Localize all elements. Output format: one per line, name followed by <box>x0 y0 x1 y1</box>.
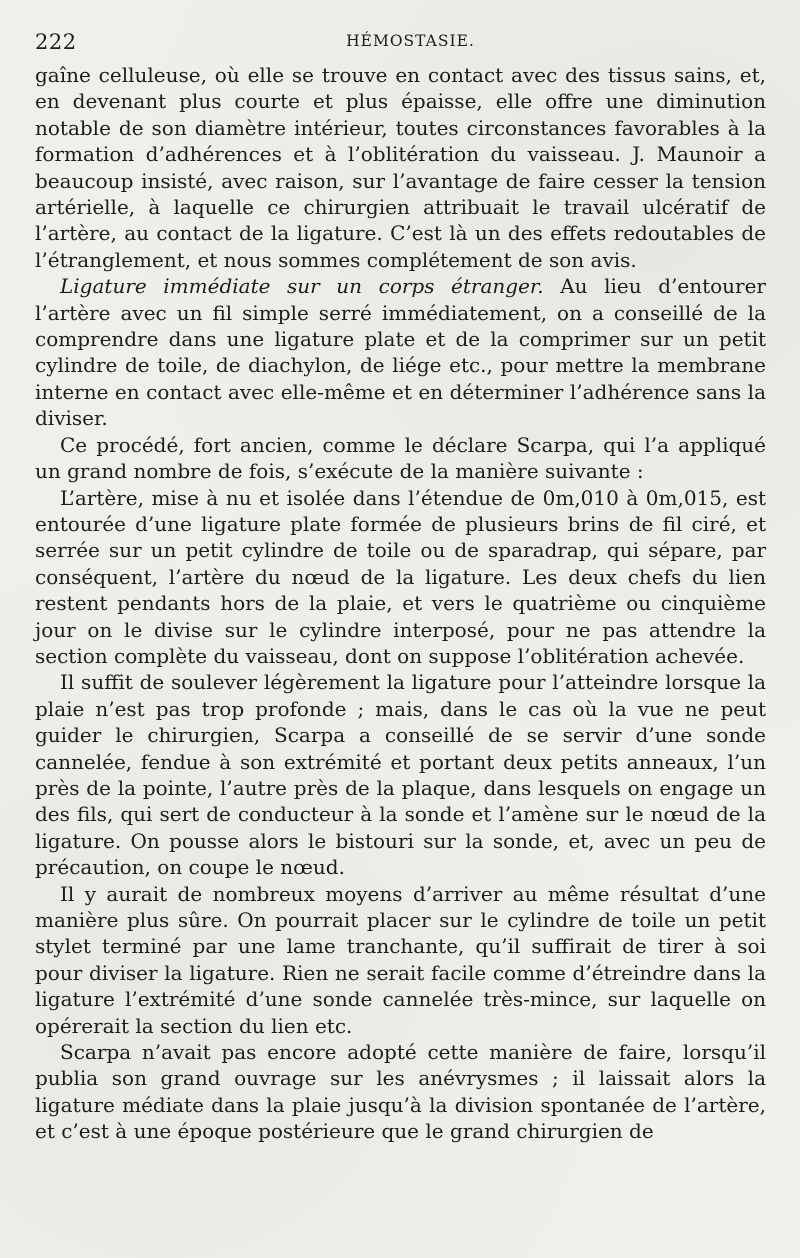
paragraph-text: Scarpa n’avait pas encore adopté cette manière de faire, lorsqu’il publia son grand ouvrage sur les anévrysmes ; il laissait alors la ligature médiate dans la plaie jusqu’à la division spontanée de l’artère, et c’est à une époque postérieure que le grand chirurgien de <box>35 1040 766 1144</box>
paragraph-artery <box>35 485 766 670</box>
paragraph-text: Il suffit de soulever légèrement la ligature pour l’atteindre lorsque la plaie n’est pas trop profonde ; mais, dans le cas où la vue ne peut guider le chirurgien, Scarpa a conseillé de se servir d’une sonde cannelée, fendue à son extrémité et portant deux petits anneaux, l’un près de la pointe, l’autre près de la plaque, dans lesquels on engage un des fils, qui sert de conducteur à la sonde et l’amène sur le nœud de la ligature. On pousse alors le bistouri sur la sonde, et, avec un peu de précaution, on coupe le nœud. <box>35 670 766 880</box>
paragraph-text: gaîne celluleuse, où elle se trouve en contact avec des tissus sains, et, en devenant plus courte et plus épaisse, elle offre une diminution notable de son diamètre intérieur, toutes circonstances favorables à la formation d’adhérences et à l’oblitération du vaisseau. J. Maunoir a beaucoup insisté, avec raison, sur l’avantage de faire cesser la tension artérielle, à laquelle ce chirurgien attribuait le travail ulcératif de l’artère, au contact de la ligature. C’est là un des effets redoutables de l’étranglement, et nous sommes complétement de son avis. <box>35 63 766 272</box>
section-lead-italic: Ligature immédiate sur un corps étranger. <box>60 274 544 299</box>
paragraph-continuation <box>35 62 766 273</box>
body-text <box>35 62 766 1145</box>
paragraph-text: Ce procédé, fort ancien, comme le déclare Scarpa, qui l’a appliqué un grand nombre de fois, s’exécute de la manière suivante : <box>35 432 766 484</box>
paragraph-text: Il y aurait de nombreux moyens d’arriver au même résultat d’une manière plus sûre. On pourrait placer sur le cylindre de toile un petit stylet terminé par une lame tranchante, qu’il suffirait de tirer à soi pour diviser la ligature. Rien ne serait facile comme d’étreindre dans la ligature l’extrémité d’une sonde cannelée très-mince, sur laquelle on opérerait la section du lien etc. <box>35 881 766 1038</box>
page-number: 222 <box>35 30 77 54</box>
paragraph-procedure <box>35 432 766 485</box>
running-title: HÉMOSTASIE. <box>346 32 475 50</box>
running-head <box>35 26 766 60</box>
paragraph-moyens <box>35 881 766 1039</box>
paragraph-text: L’artère, mise à nu et isolée dans l’étendue de 0m,010 à 0m,015, est entourée d’une ligature plate formée de plusieurs brins de fil ciré, et serrée sur un petit cylindre de toile ou de sparadrap, qui sépare, par conséquent, l’artère du nœud de la ligature. Les deux chefs du lien restent pendants hors de la plaie, et vers le quatrième ou cinquième jour on le divise sur le cylindre interposé, pour ne pas attendre la section complète du vaisseau, dont on suppose l’oblitération achevée. <box>35 485 766 668</box>
paragraph-ligature-immediate <box>35 273 766 431</box>
paragraph-suffit <box>35 669 766 880</box>
paragraph-scarpa <box>35 1039 766 1145</box>
paragraph-text: Au lieu d’entourer l’artère avec un fil simple serré immédiatement, on a conseillé de la comprendre dans une ligature plate et de la comprimer sur un petit cylindre de toile, de diachylon, de liége etc., pour mettre la membrane interne en contact avec elle-même et en déterminer l’adhérence sans la diviser. <box>35 274 766 431</box>
